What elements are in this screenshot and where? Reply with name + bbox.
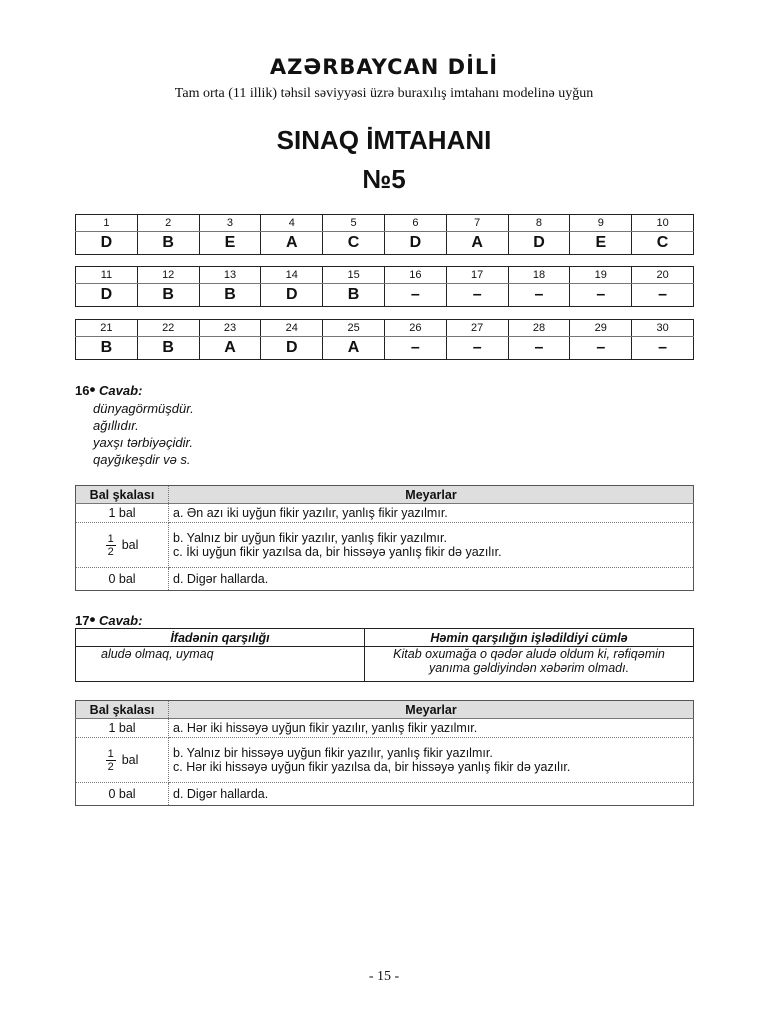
rubric-criteria: a. Hər iki hissəyə uyğun fikir yazılır, yanlış fikir yazılmır.: [169, 719, 694, 738]
question-dot: •: [89, 610, 96, 629]
question-number-cell: 14: [261, 267, 323, 284]
answer-letter-cell: –: [508, 284, 570, 307]
question-16-answers: [93, 400, 194, 468]
rubric-score: 1 bal: [76, 719, 169, 738]
question-number-cell: 15: [323, 267, 385, 284]
question-number-cell: 9: [570, 215, 632, 232]
answer-line: ağıllıdır.: [93, 418, 139, 433]
answer-letter-cell: D: [261, 284, 323, 307]
answer-label: Cavab:: [99, 613, 143, 628]
answer-letter-cell: –: [570, 337, 632, 360]
question-number-cell: 2: [137, 215, 199, 232]
question-number-cell: 30: [632, 320, 694, 337]
rubric-header-row: [76, 486, 694, 504]
rubric-score: $\frac{1}{2}$ bal: [76, 738, 169, 783]
answer-number-row: [76, 215, 694, 232]
question-dot: •: [89, 380, 96, 399]
rubric-score: $\frac{1}{2}$ bal: [76, 523, 169, 568]
q16-rubric-table: [75, 485, 694, 591]
question-number-cell: 18: [508, 267, 570, 284]
question-number-cell: 24: [261, 320, 323, 337]
rubric-col-criteria: Meyarlar: [169, 701, 694, 719]
fraction-half: $\frac{1}{2}$: [107, 532, 114, 558]
question-number-cell: 6: [384, 215, 446, 232]
question-number-cell: 26: [384, 320, 446, 337]
rubric-score: 1 bal: [76, 504, 169, 523]
answer-letter-cell: E: [199, 232, 261, 255]
question-17-heading: [75, 610, 142, 630]
answer-letter-cell: E: [570, 232, 632, 255]
question-number-cell: 12: [137, 267, 199, 284]
question-number-cell: 8: [508, 215, 570, 232]
answer-letter-cell: D: [508, 232, 570, 255]
question-number-cell: 5: [323, 215, 385, 232]
answer-letter-cell: –: [384, 284, 446, 307]
rubric-col-criteria: Meyarlar: [169, 486, 694, 504]
question-number-cell: 11: [76, 267, 138, 284]
rubric-score: 0 bal: [76, 568, 169, 591]
question-number-cell: 27: [446, 320, 508, 337]
answer-line: dünyagörmüşdür.: [93, 401, 194, 416]
exam-title: SINAQ İMTAHANI: [276, 125, 492, 155]
page-number: - 15 -: [368, 969, 400, 984]
answer-label: Cavab:: [99, 383, 143, 398]
rubric-col-score: Bal şkalası: [76, 701, 169, 719]
answer-value-row: [76, 232, 694, 255]
question-number-cell: 7: [446, 215, 508, 232]
answer-key-table-1: [75, 214, 694, 255]
answer-letter-cell: B: [323, 284, 385, 307]
question-number-cell: 1: [76, 215, 138, 232]
rubric-row: [76, 504, 694, 523]
answer-key-table-3: [75, 319, 694, 360]
rubric-row: [76, 719, 694, 738]
pair-header-row: [76, 629, 694, 647]
question-number-cell: 19: [570, 267, 632, 284]
pair-sentence: Kitab oxumağa o qədər aludə oldum ki, rəfiqəmin yanıma gəldiyindən xəbərim olmadı.: [365, 647, 694, 682]
pair-expression: aludə olmaq, uymaq: [76, 647, 365, 682]
rubric-criteria: a. Ən azı iki uyğun fikir yazılır, yanlış fikir yazılmır.: [169, 504, 694, 523]
rubric-criteria: b. Yalnız bir uyğun fikir yazılır, yanlış fikir yazılmır. c. İki uyğun fikir yazılsa da, bir hissəyə yanlış fikir də yazılır.: [169, 523, 694, 568]
rubric-criteria: b. Yalnız bir hissəyə uyğun fikir yazılır, yanlış fikir yazılmır. c. Hər iki hissəyə uyğun fikir yazılsa da, bir hissəyə yanlış fikir də yazılır.: [169, 738, 694, 783]
q17-expression-table: [75, 628, 694, 682]
pair-col-expression: İfadənin qarşılığı: [76, 629, 365, 647]
answer-letter-cell: C: [323, 232, 385, 255]
question-16-heading: [75, 380, 142, 400]
question-number-cell: 25: [323, 320, 385, 337]
rubric-criteria: d. Digər hallarda.: [169, 783, 694, 806]
answer-value-row: [76, 284, 694, 307]
answer-letter-cell: –: [570, 284, 632, 307]
answer-letter-cell: B: [137, 337, 199, 360]
rubric-row: [76, 568, 694, 591]
subject-subtitle: Tam orta (11 illik) təhsil səviyyəsi üzrə buraxılış imtahanı modelinə uyğun: [174, 86, 594, 101]
rubric-row: [76, 523, 694, 568]
answer-letter-cell: A: [446, 232, 508, 255]
question-number-cell: 21: [76, 320, 138, 337]
answer-value-row: [76, 337, 694, 360]
answer-letter-cell: D: [384, 232, 446, 255]
pair-col-sentence: Həmin qarşılığın işlədildiyi cümlə: [365, 629, 694, 647]
answer-line: qayğıkeşdir və s.: [93, 452, 191, 467]
question-number-cell: 22: [137, 320, 199, 337]
answer-letter-cell: D: [76, 284, 138, 307]
question-number-cell: 20: [632, 267, 694, 284]
question-number-cell: 28: [508, 320, 570, 337]
answer-number-row: [76, 267, 694, 284]
answer-key-table-2: [75, 266, 694, 307]
fraction-half: $\frac{1}{2}$: [107, 747, 114, 773]
answer-letter-cell: A: [199, 337, 261, 360]
question-number: 16: [75, 383, 90, 398]
answer-letter-cell: B: [137, 232, 199, 255]
question-number-cell: 10: [632, 215, 694, 232]
rubric-row: [76, 738, 694, 783]
question-number-cell: 17: [446, 267, 508, 284]
question-number-cell: 13: [199, 267, 261, 284]
question-number: 17: [75, 613, 90, 628]
answer-letter-cell: –: [446, 337, 508, 360]
answer-letter-cell: D: [261, 337, 323, 360]
question-number-cell: 29: [570, 320, 632, 337]
answer-letter-cell: C: [632, 232, 694, 255]
exam-number: №5: [362, 164, 406, 194]
question-number-cell: 4: [261, 215, 323, 232]
question-number-cell: 3: [199, 215, 261, 232]
answer-letter-cell: A: [323, 337, 385, 360]
rubric-score: 0 bal: [76, 783, 169, 806]
answer-letter-cell: –: [632, 284, 694, 307]
rubric-row: [76, 783, 694, 806]
answer-letter-cell: D: [76, 232, 138, 255]
rubric-criteria: d. Digər hallarda.: [169, 568, 694, 591]
rubric-col-score: Bal şkalası: [76, 486, 169, 504]
answer-letter-cell: B: [137, 284, 199, 307]
answer-letter-cell: –: [508, 337, 570, 360]
answer-number-row: [76, 320, 694, 337]
subject-title: AZƏRBAYCAN DİLİ: [269, 55, 499, 79]
pair-row: [76, 647, 694, 682]
answer-letter-cell: –: [384, 337, 446, 360]
question-number-cell: 16: [384, 267, 446, 284]
question-number-cell: 23: [199, 320, 261, 337]
answer-letter-cell: –: [446, 284, 508, 307]
answer-letter-cell: B: [199, 284, 261, 307]
answer-letter-cell: –: [632, 337, 694, 360]
answer-letter-cell: B: [76, 337, 138, 360]
q17-rubric-table: [75, 700, 694, 806]
answer-letter-cell: A: [261, 232, 323, 255]
answer-line: yaxşı tərbiyəçidir.: [93, 435, 193, 450]
rubric-header-row: [76, 701, 694, 719]
